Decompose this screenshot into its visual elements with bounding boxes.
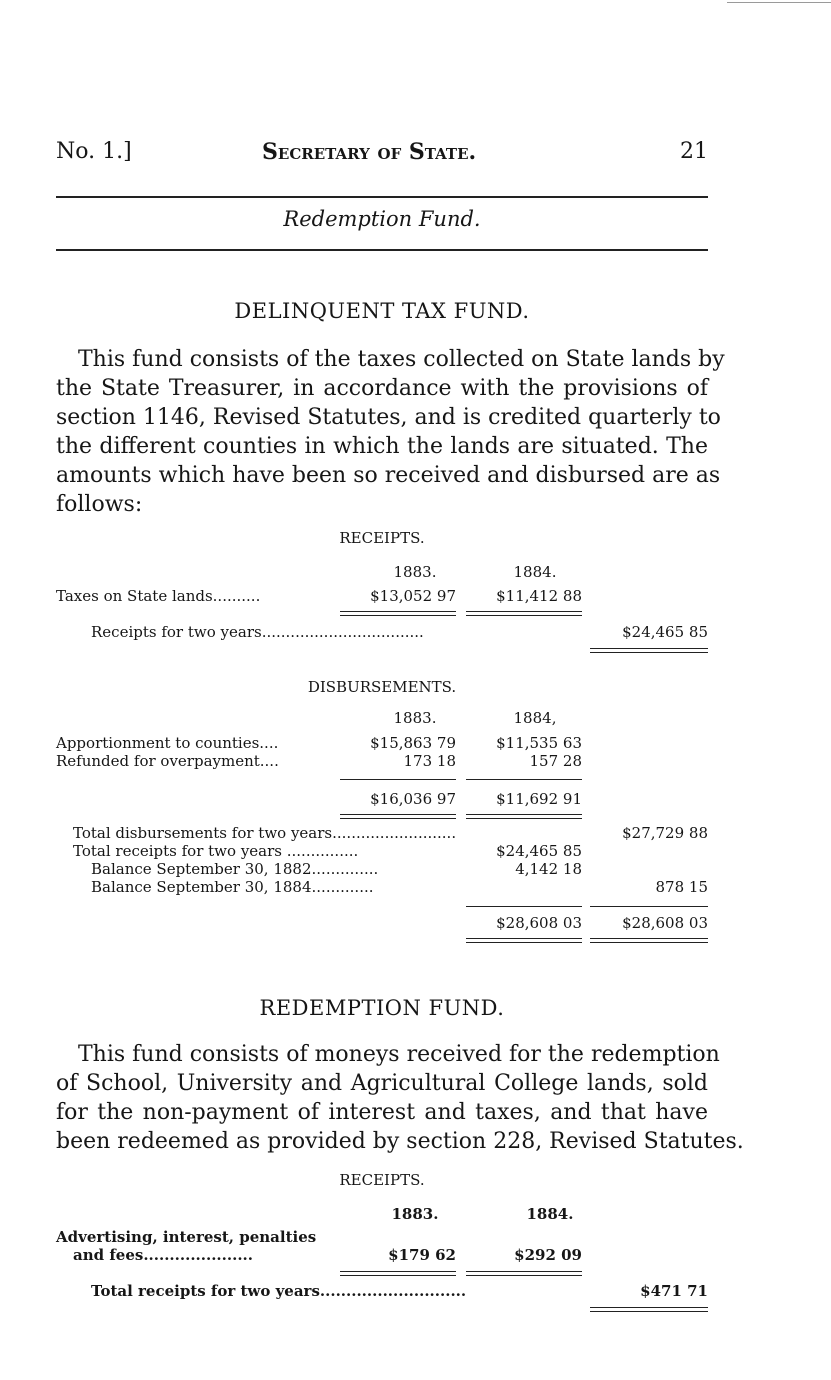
page-number: 21 (680, 139, 708, 164)
header-rule-top (56, 196, 708, 198)
year-1884-header: 1884. (526, 1205, 574, 1223)
summary-label: Total disbursements for two years.......................... (73, 824, 457, 842)
row-label: Advertising, interest, penalties (56, 1228, 317, 1246)
row-label: Apportionment to counties.... (56, 734, 279, 752)
delinquent-paragraph (56, 345, 725, 519)
summary-label: Balance September 30, 1882.............. (91, 860, 379, 878)
row-label: Taxes on State lands.......... (56, 587, 261, 605)
double-rule (466, 814, 582, 819)
paragraph-line: been redeemed as provided by section 228, Revised Statutes. (56, 1129, 744, 1154)
section-subtitle: Redemption Fund. (283, 207, 481, 231)
year-1884-header: 1884. (513, 563, 557, 581)
value-1884: 157 28 (529, 752, 582, 770)
redemption-paragraph (56, 1040, 744, 1156)
double-rule (340, 814, 456, 819)
paragraph-line: of School, University and Agricultural College lands, sold (56, 1071, 708, 1096)
grand-total-right: $28,608 03 (622, 914, 708, 932)
year-1883-header: 1883. (393, 563, 437, 581)
value-1884: $292 09 (514, 1246, 582, 1264)
paragraph-line: This fund consists of moneys received for the redemption (78, 1042, 720, 1067)
paragraph-line: amounts which have been so received and disbursed are as (56, 463, 721, 488)
paragraph-line: This fund consists of the taxes collected on State lands by (78, 347, 725, 372)
total-label: Receipts for two years.................................. (91, 623, 424, 641)
grand-total-mid: $28,608 03 (496, 914, 582, 932)
total-value: $471 71 (640, 1282, 708, 1300)
subtotal-1884: $11,692 91 (496, 790, 582, 808)
value-1884: $11,412 88 (496, 587, 582, 605)
double-rule (340, 1271, 456, 1276)
summary-label: Balance September 30, 1884............. (91, 878, 374, 896)
double-rule (590, 938, 708, 943)
row-label: and fees..................... (73, 1246, 253, 1264)
delinquent-fund-title: DELINQUENT TAX FUND. (234, 299, 530, 323)
value-1883: $13,052 97 (370, 587, 456, 605)
summary-value: 4,142 18 (515, 860, 582, 878)
summary-value: $24,465 85 (496, 842, 582, 860)
paragraph-line: for the non-payment of interest and taxes, and that have (56, 1100, 708, 1125)
double-rule (590, 648, 708, 653)
summary-label: Total receipts for two years ............... (73, 842, 359, 860)
year-1883-header: 1883. (393, 709, 437, 727)
paragraph-line: the State Treasurer, in accordance with the provisions of (56, 376, 708, 401)
disbursements-heading: DISBURSEMENTS. (307, 678, 457, 696)
subtotal-1883: $16,036 97 (370, 790, 456, 808)
value-1883: $15,863 79 (370, 734, 456, 752)
double-rule (466, 938, 582, 943)
double-rule (466, 1271, 582, 1276)
header-title: Secretary of State. (262, 139, 477, 165)
total-value: $24,465 85 (622, 623, 708, 641)
value-1884: $11,535 63 (496, 734, 582, 752)
receipts-heading: RECEIPTS. (339, 1171, 425, 1189)
header-volume: No. 1.] (56, 139, 132, 164)
page-edge-line (727, 2, 831, 3)
double-rule (590, 1307, 708, 1312)
summary-value: 878 15 (655, 878, 708, 896)
paragraph-line: the different counties in which the lands are situated. The (56, 434, 708, 459)
double-rule (340, 611, 456, 616)
year-1884-header: 1884, (513, 709, 557, 727)
total-label: Total receipts for two years............................ (91, 1282, 467, 1300)
sum-rule (590, 906, 708, 907)
redemption-fund-title: REDEMPTION FUND. (259, 996, 505, 1020)
year-1883-header: 1883. (391, 1205, 439, 1223)
paragraph-line: follows: (56, 492, 143, 517)
summary-value: $27,729 88 (622, 824, 708, 842)
value-1883: $179 62 (388, 1246, 456, 1264)
row-label: Refunded for overpayment.... (56, 752, 279, 770)
double-rule (466, 611, 582, 616)
paragraph-line: section 1146, Revised Statutes, and is credited quarterly to (56, 405, 721, 430)
header-rule-bottom (56, 249, 708, 251)
sum-rule (340, 779, 456, 780)
sum-rule (466, 779, 582, 780)
sum-rule (466, 906, 582, 907)
value-1883: 173 18 (403, 752, 456, 770)
receipts-heading: RECEIPTS. (339, 529, 425, 547)
